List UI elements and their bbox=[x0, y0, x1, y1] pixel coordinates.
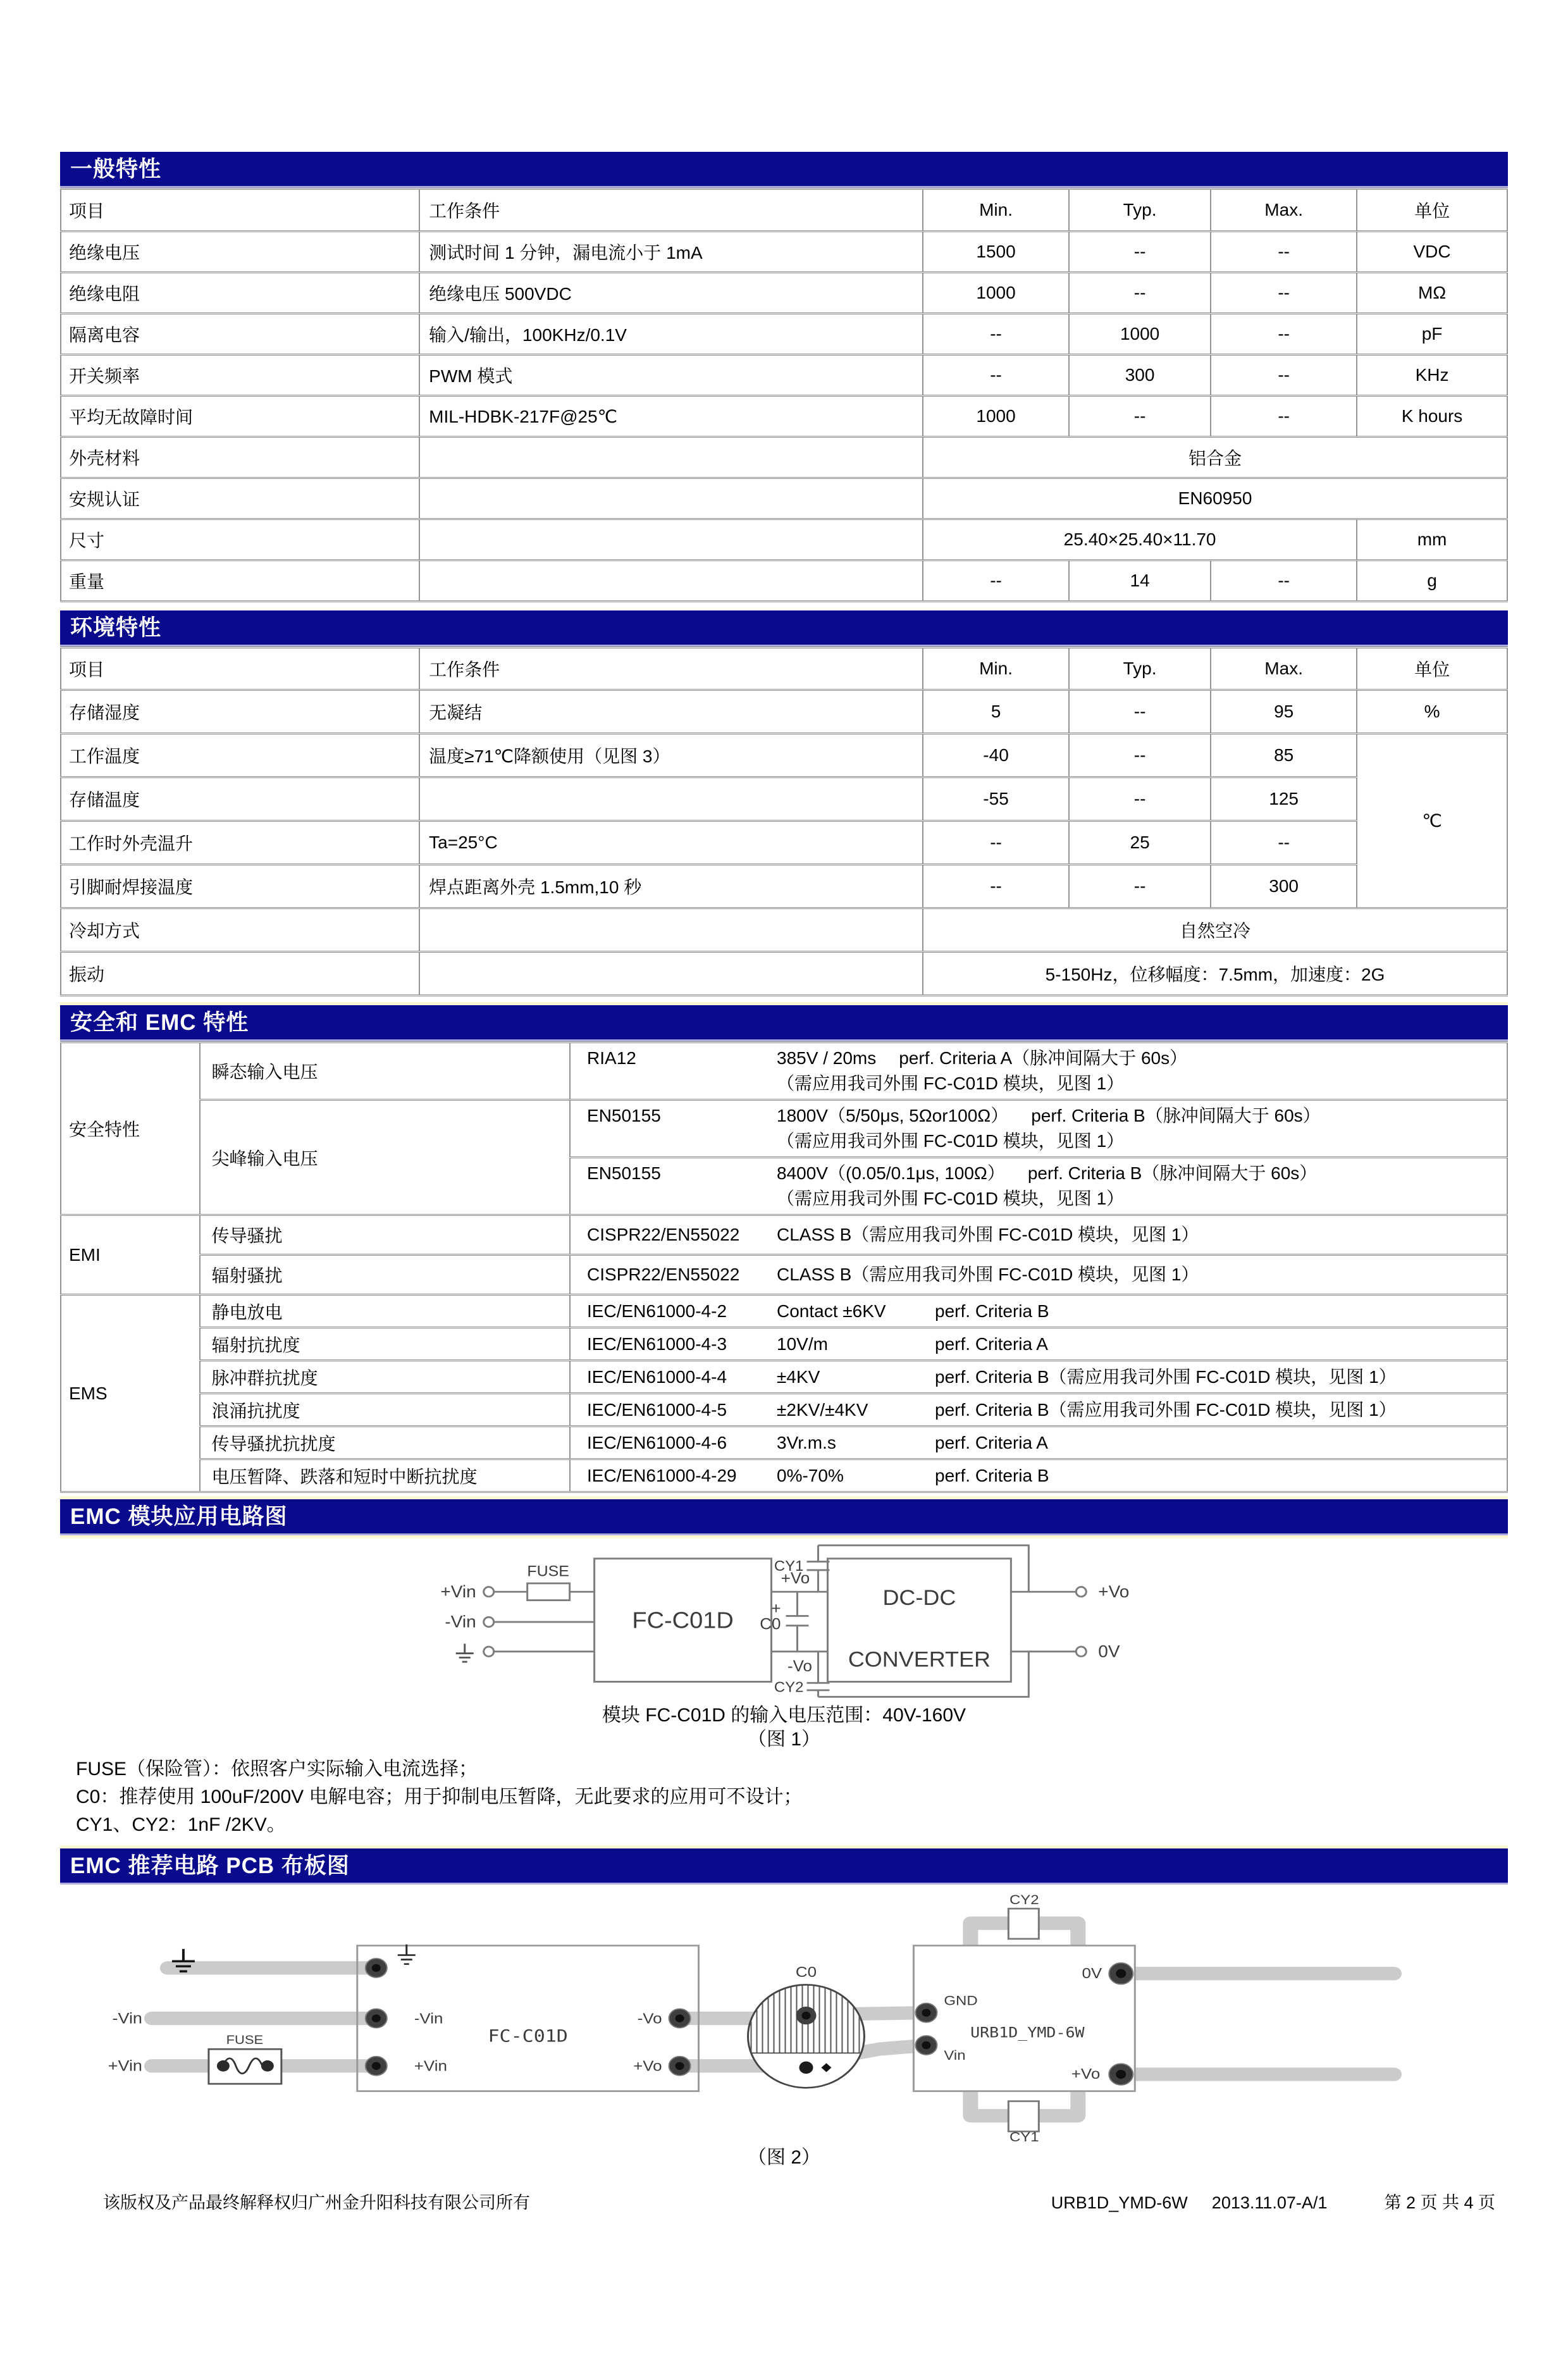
cell-condition: 无凝结 bbox=[419, 690, 923, 734]
cell-item: 瞬态输入电压 bbox=[200, 1043, 570, 1100]
criteria: perf. Criteria A（脉冲间隔大于 60s） bbox=[899, 1048, 1188, 1068]
cell-item: 外壳材料 bbox=[61, 437, 419, 478]
cell-max: -- bbox=[1211, 273, 1357, 314]
cell-unit: MΩ bbox=[1357, 273, 1507, 314]
col-header-max: Max. bbox=[1211, 648, 1357, 690]
cell-max: -- bbox=[1211, 355, 1357, 396]
value: Contact ±6KV bbox=[777, 1301, 886, 1321]
terminal-vo-pos bbox=[1076, 1587, 1086, 1597]
value: 10V/m bbox=[777, 1334, 828, 1354]
footer-doc-rev: 2013.11.07-A/1 bbox=[1211, 2193, 1328, 2212]
cell-merged-value: 自然空冷 bbox=[923, 908, 1507, 952]
note-line: C0：推荐使用 100uF/200V 电解电容；用于抑制电压暂降，无此要求的应用可不设计； bbox=[76, 1786, 803, 1807]
value: 8400V（(0.05/0.1μs, 100Ω） bbox=[777, 1163, 1005, 1183]
table-row bbox=[61, 1215, 1507, 1255]
cell-item: 浪涌抗扰度 bbox=[200, 1394, 570, 1427]
table-row bbox=[61, 355, 1507, 396]
cell-detail bbox=[570, 1255, 1507, 1295]
cell-detail bbox=[570, 1295, 1507, 1328]
cell-max: 85 bbox=[1211, 734, 1357, 777]
cell-min: -- bbox=[923, 314, 1069, 355]
col-header-min: Min. bbox=[923, 648, 1069, 690]
cell-condition: Ta=25°C bbox=[419, 821, 923, 865]
cell-typ: 300 bbox=[1069, 355, 1211, 396]
criteria: perf. Criteria B（需应用我司外围 FC-C01D 模块，见图 1） bbox=[935, 1399, 1397, 1420]
cell-unit: mm bbox=[1357, 519, 1507, 560]
label-vo-neg-inner: -Vo bbox=[787, 1657, 812, 1676]
cell-group: 安全特性 bbox=[61, 1043, 200, 1215]
standard: IEC/EN61000-4-6 bbox=[587, 1432, 727, 1452]
cell-item: 冷却方式 bbox=[61, 908, 419, 952]
label-fuse: FUSE bbox=[226, 2033, 264, 2047]
col-header-min: Min. bbox=[923, 189, 1069, 232]
section-title-safety-emc: 安全和 EMC 特性 bbox=[60, 1005, 1508, 1041]
cy1-capacitor-icon bbox=[806, 1545, 829, 1592]
label-c0: C0 bbox=[795, 1964, 817, 1981]
label-dcdc: DC-DC bbox=[882, 1585, 956, 1611]
cell-item: 平均无故障时间 bbox=[61, 396, 419, 437]
cell-item: 脉冲群抗扰度 bbox=[200, 1361, 570, 1394]
cell-merged-value: 25.40×25.40×11.70 bbox=[923, 519, 1357, 560]
standard: IEC/EN61000-4-29 bbox=[587, 1465, 737, 1485]
cell-typ: -- bbox=[1069, 396, 1211, 437]
cell-merged-value: 铝合金 bbox=[923, 437, 1507, 478]
footer-doc-id: URB1D_YMD-6W bbox=[1051, 2193, 1188, 2212]
col-header-item: 项目 bbox=[61, 648, 419, 690]
general-characteristics-table bbox=[60, 188, 1508, 602]
c0-capacitor-icon bbox=[786, 1592, 808, 1651]
table-row bbox=[61, 1295, 1507, 1328]
cell-condition bbox=[419, 952, 923, 996]
cell-detail bbox=[570, 1394, 1507, 1427]
cell-item: 绝缘电阻 bbox=[61, 273, 419, 314]
cell-item: 重量 bbox=[61, 560, 419, 602]
table-row bbox=[61, 1361, 1507, 1394]
cell-min: -- bbox=[923, 560, 1069, 602]
footer-copyright: 该版权及产品最终解释权归广州金升阳科技有限公司所有 bbox=[103, 2193, 530, 2212]
cell-item: 辐射抗扰度 bbox=[200, 1328, 570, 1361]
cell-item: 工作时外壳温升 bbox=[61, 821, 419, 865]
value: 385V / 20ms bbox=[777, 1048, 877, 1068]
page-footer bbox=[60, 2189, 1508, 2213]
footer-doc-info bbox=[1027, 2189, 1495, 2213]
cell-unit: g bbox=[1357, 560, 1507, 602]
value: CLASS B（需应用我司外围 FC-C01D 模块，见图 1） bbox=[777, 1225, 1199, 1244]
cell-condition: 焊点距离外壳 1.5mm,10 秒 bbox=[419, 865, 923, 908]
c0-footprint-icon bbox=[748, 1984, 865, 2088]
label-vin-neg-outer: -Vin bbox=[112, 2010, 142, 2027]
cell-item: 静电放电 bbox=[200, 1295, 570, 1328]
col-header-unit: 单位 bbox=[1357, 189, 1507, 232]
cy2-component-icon bbox=[1008, 1909, 1039, 1939]
col-header-typ: Typ. bbox=[1069, 189, 1211, 232]
cell-detail bbox=[570, 1328, 1507, 1361]
cell-typ: -- bbox=[1069, 690, 1211, 734]
label-vin-pos: +Vin bbox=[440, 1582, 476, 1601]
value: 3Vr.m.s bbox=[777, 1432, 836, 1452]
col-header-condition: 工作条件 bbox=[419, 189, 923, 232]
cell-condition: 输入/输出，100KHz/0.1V bbox=[419, 314, 923, 355]
cell-min: -- bbox=[923, 865, 1069, 908]
cell-min: -55 bbox=[923, 777, 1069, 821]
table-header-row bbox=[61, 648, 1507, 690]
terminal-vin-neg bbox=[484, 1617, 494, 1626]
value: CLASS B（需应用我司外围 FC-C01D 模块，见图 1） bbox=[777, 1265, 1199, 1284]
label-vin-neg-inner: -Vin bbox=[414, 2010, 443, 2027]
cell-max: 95 bbox=[1211, 690, 1357, 734]
table-row bbox=[61, 232, 1507, 273]
col-header-condition: 工作条件 bbox=[419, 648, 923, 690]
detail-note: （需应用我司外围 FC-C01D 模块，见图 1） bbox=[777, 1131, 1125, 1151]
criteria: perf. Criteria A bbox=[935, 1432, 1048, 1452]
label-cy1: CY1 bbox=[774, 1557, 804, 1574]
cell-condition bbox=[419, 777, 923, 821]
note-line: FUSE（保险管）：依照客户实际输入电流选择； bbox=[76, 1759, 478, 1780]
table-row bbox=[61, 1394, 1507, 1427]
cell-typ: 14 bbox=[1069, 560, 1211, 602]
col-header-typ: Typ. bbox=[1069, 648, 1211, 690]
datasheet-page bbox=[0, 152, 1568, 2213]
table-row bbox=[61, 396, 1507, 437]
label-c0-plus: + bbox=[771, 1600, 781, 1618]
cell-typ: -- bbox=[1069, 273, 1211, 314]
cell-max: -- bbox=[1211, 396, 1357, 437]
cell-detail bbox=[570, 1215, 1507, 1255]
terminal-vin-pos bbox=[484, 1587, 494, 1597]
cell-item: 传导骚扰抗扰度 bbox=[200, 1427, 570, 1459]
cell-condition: 温度≥71℃降额使用（见图 3） bbox=[419, 734, 923, 777]
cell-unit: % bbox=[1357, 690, 1507, 734]
footer-page-number: 第 2 页 共 4 页 bbox=[1384, 2193, 1495, 2212]
figure1-number: （图 1） bbox=[747, 1729, 821, 1750]
cy1-component-icon bbox=[1008, 2102, 1039, 2132]
cell-condition: PWM 模式 bbox=[419, 355, 923, 396]
cell-min: 1000 bbox=[923, 273, 1069, 314]
cell-group: EMS bbox=[61, 1295, 200, 1492]
cell-min: 1000 bbox=[923, 396, 1069, 437]
col-header-item: 项目 bbox=[61, 189, 419, 232]
cell-item: 引脚耐焊接温度 bbox=[61, 865, 419, 908]
cell-item: 尺寸 bbox=[61, 519, 419, 560]
standard: RIA12 bbox=[587, 1048, 636, 1068]
label-cy2: CY2 bbox=[774, 1679, 804, 1695]
cell-condition: 测试时间 1 分钟，漏电流小于 1mA bbox=[419, 232, 923, 273]
label-0v-out: 0V bbox=[1098, 1641, 1120, 1661]
terminal-0v bbox=[1076, 1647, 1086, 1656]
table-row bbox=[61, 777, 1507, 821]
emc-application-circuit-figure bbox=[60, 1542, 1508, 1752]
section-title-general: 一般特性 bbox=[60, 152, 1508, 188]
cell-typ: 1000 bbox=[1069, 314, 1211, 355]
label-vin: Vin bbox=[944, 2047, 966, 2063]
label-vo-out: +Vo bbox=[1071, 2066, 1101, 2083]
note-line: CY1、CY2：1nF /2KV。 bbox=[76, 1814, 286, 1835]
label-vo-pos-out: +Vo bbox=[1098, 1582, 1130, 1601]
standard: IEC/EN61000-4-2 bbox=[587, 1301, 727, 1321]
cell-condition: 绝缘电压 500VDC bbox=[419, 273, 923, 314]
fuse-icon bbox=[528, 1583, 570, 1600]
table-row bbox=[61, 690, 1507, 734]
cell-min: 1500 bbox=[923, 232, 1069, 273]
cell-detail bbox=[570, 1043, 1507, 1100]
cell-condition bbox=[419, 437, 923, 478]
cell-merged-value: EN60950 bbox=[923, 478, 1507, 519]
cell-unit: KHz bbox=[1357, 355, 1507, 396]
label-fuse: FUSE bbox=[527, 1563, 569, 1580]
label-fc-c01d: FC-C01D bbox=[632, 1607, 734, 1633]
table-row bbox=[61, 908, 1507, 952]
cell-max: -- bbox=[1211, 314, 1357, 355]
standard: CISPR22/EN55022 bbox=[587, 1225, 740, 1244]
cell-item: 尖峰输入电压 bbox=[200, 1100, 570, 1215]
cell-max: 300 bbox=[1211, 865, 1357, 908]
figure1-caption: 模块 FC-C01D 的输入电压范围：40V-160V bbox=[602, 1705, 966, 1726]
cell-typ: -- bbox=[1069, 865, 1211, 908]
table-row bbox=[61, 519, 1507, 560]
pcb-diagram bbox=[60, 1890, 1508, 2143]
cell-condition bbox=[419, 560, 923, 602]
table-header-row bbox=[61, 189, 1507, 232]
detail-note: （需应用我司外围 FC-C01D 模块，见图 1） bbox=[777, 1189, 1125, 1208]
circuit-diagram bbox=[60, 1542, 1508, 1700]
criteria: perf. Criteria A bbox=[935, 1334, 1048, 1354]
cell-item: 绝缘电压 bbox=[61, 232, 419, 273]
cell-max: -- bbox=[1211, 821, 1357, 865]
label-c0: C0 bbox=[760, 1615, 781, 1633]
cell-item: 开关频率 bbox=[61, 355, 419, 396]
cell-min: 5 bbox=[923, 690, 1069, 734]
cell-condition bbox=[419, 478, 923, 519]
standard: IEC/EN61000-4-4 bbox=[587, 1366, 727, 1387]
cell-item: 存储温度 bbox=[61, 777, 419, 821]
table-row bbox=[61, 734, 1507, 777]
cell-unit: VDC bbox=[1357, 232, 1507, 273]
cell-detail bbox=[570, 1459, 1507, 1492]
label-0v: 0V bbox=[1082, 1966, 1102, 1982]
cell-item: 辐射骚扰 bbox=[200, 1255, 570, 1295]
section-title-pcb: EMC 推荐电路 PCB 布板图 bbox=[60, 1848, 1508, 1885]
cell-detail bbox=[570, 1427, 1507, 1459]
cell-item: 传导骚扰 bbox=[200, 1215, 570, 1255]
criteria: perf. Criteria B（脉冲间隔大于 60s） bbox=[1031, 1106, 1321, 1125]
standard: IEC/EN61000-4-3 bbox=[587, 1334, 727, 1354]
cell-group: EMI bbox=[61, 1215, 200, 1295]
label-vin-pos-outer: +Vin bbox=[108, 2058, 142, 2075]
divider-strip bbox=[60, 1535, 1508, 1538]
figure2-number: （图 2） bbox=[747, 2147, 821, 2168]
cell-min: -- bbox=[923, 355, 1069, 396]
fuse-icon bbox=[209, 2049, 281, 2084]
ground-icon bbox=[456, 1644, 474, 1662]
detail-note: （需应用我司外围 FC-C01D 模块，见图 1） bbox=[777, 1074, 1125, 1093]
cell-typ: 25 bbox=[1069, 821, 1211, 865]
standard: EN50155 bbox=[587, 1106, 661, 1125]
table-row bbox=[61, 1100, 1507, 1158]
cell-unit-merged: ℃ bbox=[1357, 734, 1507, 908]
safety-emc-table bbox=[60, 1041, 1508, 1493]
cell-merged-value: 5-150Hz，位移幅度：7.5mm，加速度：2G bbox=[923, 952, 1507, 996]
table-row bbox=[61, 560, 1507, 602]
cell-item: 工作温度 bbox=[61, 734, 419, 777]
cell-condition: MIL-HDBK-217F@25℃ bbox=[419, 396, 923, 437]
criteria: perf. Criteria B bbox=[935, 1465, 1049, 1485]
label-vo-pos: +Vo bbox=[633, 2058, 662, 2075]
table-row bbox=[61, 437, 1507, 478]
emc-notes bbox=[60, 1755, 1508, 1839]
section-title-environment: 环境特性 bbox=[60, 610, 1508, 647]
label-cy1: CY1 bbox=[1009, 2129, 1039, 2143]
cell-condition bbox=[419, 519, 923, 560]
cell-condition bbox=[419, 908, 923, 952]
cell-detail bbox=[570, 1158, 1507, 1215]
cell-detail bbox=[570, 1100, 1507, 1158]
value: ±4KV bbox=[777, 1366, 820, 1387]
cell-item: 安规认证 bbox=[61, 478, 419, 519]
cell-typ: -- bbox=[1069, 777, 1211, 821]
criteria: perf. Criteria B（脉冲间隔大于 60s） bbox=[1027, 1163, 1318, 1183]
value: ±2KV/±4KV bbox=[777, 1399, 868, 1420]
cell-min: -40 bbox=[923, 734, 1069, 777]
table-row bbox=[61, 1427, 1507, 1459]
label-vin-neg: -Vin bbox=[445, 1612, 476, 1631]
table-row bbox=[61, 952, 1507, 996]
pcb-layout-figure bbox=[60, 1890, 1508, 2170]
value: 0%-70% bbox=[777, 1465, 844, 1485]
cell-unit: pF bbox=[1357, 314, 1507, 355]
label-vo-neg: -Vo bbox=[637, 2010, 662, 2027]
label-module: URB1D_YMD-6W bbox=[970, 2024, 1085, 2041]
standard: IEC/EN61000-4-5 bbox=[587, 1399, 727, 1420]
cell-max: -- bbox=[1211, 232, 1357, 273]
label-gnd: GND bbox=[944, 1992, 978, 2008]
terminal-gnd bbox=[484, 1647, 494, 1656]
table-row bbox=[61, 821, 1507, 865]
table-row bbox=[61, 1459, 1507, 1492]
cell-unit: K hours bbox=[1357, 396, 1507, 437]
col-header-unit: 单位 bbox=[1357, 648, 1507, 690]
cell-min: -- bbox=[923, 821, 1069, 865]
label-converter: CONVERTER bbox=[848, 1647, 991, 1672]
cell-typ: -- bbox=[1069, 232, 1211, 273]
criteria: perf. Criteria B bbox=[935, 1301, 1049, 1321]
section-title-emc-app: EMC 模块应用电路图 bbox=[60, 1499, 1508, 1535]
standard: CISPR22/EN55022 bbox=[587, 1265, 740, 1284]
table-row bbox=[61, 1328, 1507, 1361]
col-header-max: Max. bbox=[1211, 189, 1357, 232]
value: 1800V（5/50μs, 5Ωor100Ω） bbox=[777, 1106, 1009, 1125]
label-cy2: CY2 bbox=[1009, 1891, 1039, 1907]
table-row bbox=[61, 314, 1507, 355]
label-fc-c01d: FC-C01D bbox=[488, 2026, 568, 2046]
standard: EN50155 bbox=[587, 1163, 661, 1183]
cell-item: 存储湿度 bbox=[61, 690, 419, 734]
cell-max: -- bbox=[1211, 560, 1357, 602]
table-row bbox=[61, 478, 1507, 519]
cell-max: 125 bbox=[1211, 777, 1357, 821]
table-row bbox=[61, 865, 1507, 908]
cell-typ: -- bbox=[1069, 734, 1211, 777]
criteria: perf. Criteria B（需应用我司外围 FC-C01D 模块，见图 1） bbox=[935, 1366, 1397, 1387]
table-row bbox=[61, 1255, 1507, 1295]
cell-item: 振动 bbox=[61, 952, 419, 996]
table-row bbox=[61, 273, 1507, 314]
label-vo-pos-inner: +Vo bbox=[781, 1569, 810, 1587]
cell-detail bbox=[570, 1361, 1507, 1394]
cell-item: 电压暂降、跌落和短时中断抗扰度 bbox=[200, 1459, 570, 1492]
environment-characteristics-table bbox=[60, 647, 1508, 996]
label-vin-pos-inner: +Vin bbox=[414, 2058, 448, 2075]
table-row bbox=[61, 1043, 1507, 1100]
cell-item: 隔离电容 bbox=[61, 314, 419, 355]
